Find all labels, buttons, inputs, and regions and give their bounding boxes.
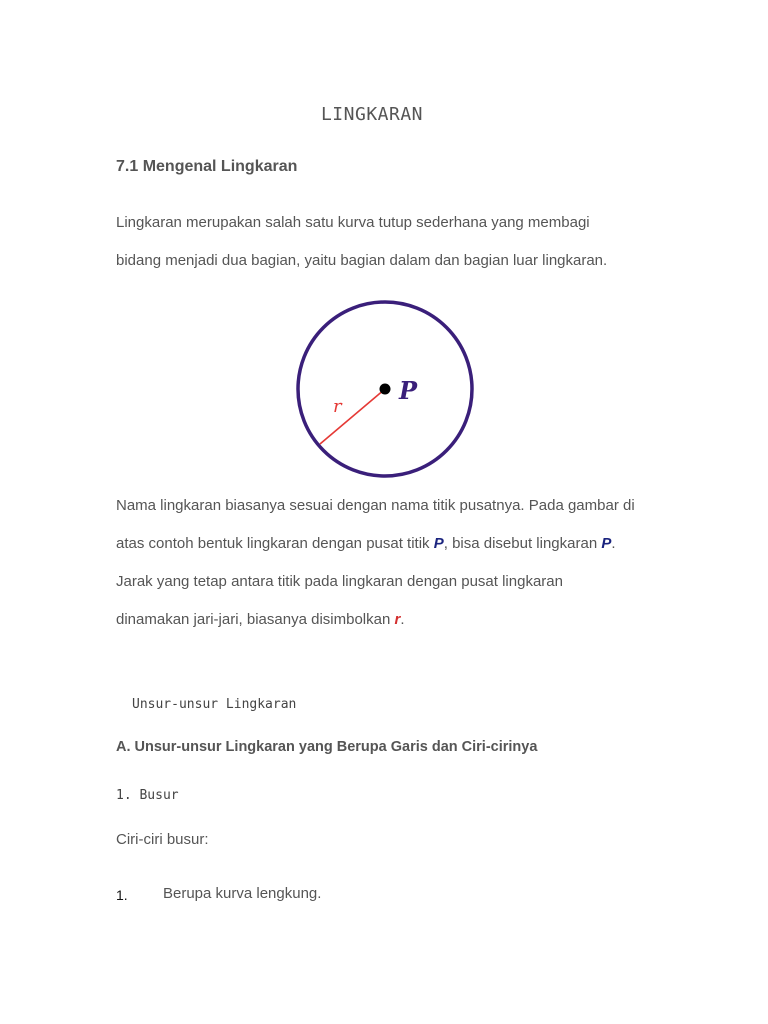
circle-figure xyxy=(290,298,490,483)
intro-line-1: Lingkaran merupakan salah satu kurva tutup sederhana yang membagi xyxy=(116,214,590,231)
intro-line-2: bidang menjadi dua bagian, yaitu bagian dalam dan bagian luar lingkaran. xyxy=(116,252,608,269)
ciri-label: Ciri-ciri busur: xyxy=(116,831,209,848)
list-item-number: 1. xyxy=(116,887,128,903)
list-item-text: Berupa kurva lengkung. xyxy=(163,885,322,902)
heading-a: A. Unsur-unsur Lingkaran yang Berupa Garis dan Ciri-cirinya xyxy=(116,739,538,755)
body-line-2 xyxy=(116,535,616,552)
body-line-2-text-b: , bisa disebut lingkaran xyxy=(443,535,602,552)
section-heading: 7.1 Mengenal Lingkaran xyxy=(116,158,298,175)
body-line-2-text-a: atas contoh bentuk lingkaran dengan pusat titik xyxy=(116,535,434,552)
symbol-r: r xyxy=(394,611,401,628)
radius-label: r xyxy=(333,396,342,417)
body-line-4-text-b: . xyxy=(400,611,405,628)
body-line-3: Jarak yang tetap antara titik pada lingkaran dengan pusat lingkaran xyxy=(116,573,563,590)
symbol-p-2: P xyxy=(601,535,612,552)
body-line-4 xyxy=(116,611,404,628)
body-line-2-text-c: . xyxy=(611,535,616,552)
body-line-1: Nama lingkaran biasanya sesuai dengan nama titik pusatnya. Pada gambar di xyxy=(116,497,635,514)
radius-line xyxy=(320,389,385,444)
subtitle-unsur: Unsur-unsur Lingkaran xyxy=(132,697,297,712)
body-line-4-text-a: dinamakan jari-jari, biasanya disimbolkan xyxy=(116,611,395,628)
symbol-p-1: P xyxy=(433,535,444,552)
item-1-heading: 1. Busur xyxy=(116,788,179,803)
center-label: P xyxy=(399,376,418,405)
center-point xyxy=(380,384,391,395)
document-title: LINGKARAN xyxy=(320,104,424,125)
